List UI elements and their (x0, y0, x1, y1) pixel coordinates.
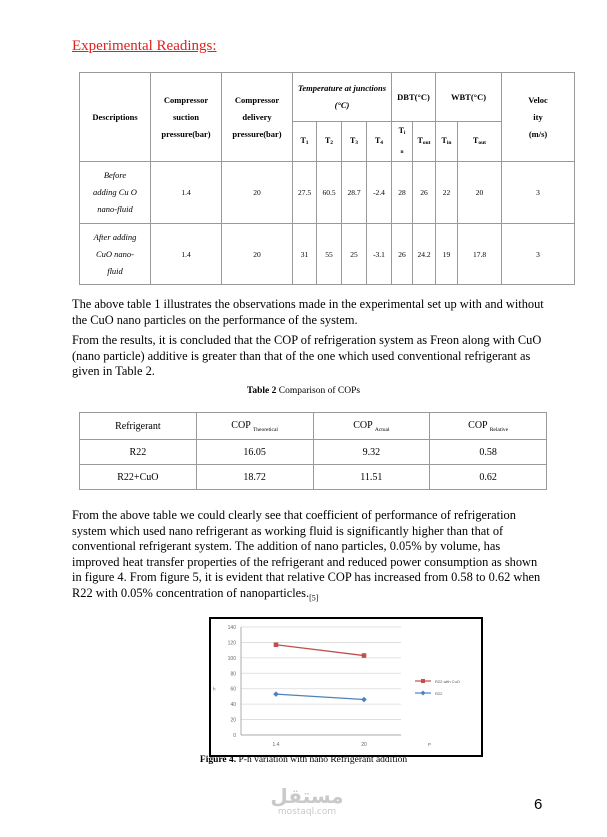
table-cell: 20 (458, 162, 502, 224)
page-number: 6 (534, 796, 543, 813)
x-axis-label: P (428, 742, 432, 747)
table-cell: 17.8 (458, 224, 502, 285)
col-dbt-tout: $T_{out}$ (413, 122, 436, 162)
table-cell: 11.51 (313, 465, 430, 490)
y-tick-label: 80 (230, 671, 236, 678)
col-cop-actual: COP $_{Actual}$ (313, 413, 430, 440)
table-cell: 20 (222, 224, 293, 285)
data-point (362, 653, 367, 658)
legend-marker (421, 679, 425, 683)
table-header-row (80, 413, 547, 440)
table-cell: 19 (436, 224, 458, 285)
legend-label: R22 (435, 690, 443, 696)
col-t2: $T_2$ (317, 122, 342, 162)
row-label-after: After adding CuO nano- fluid (80, 224, 151, 285)
table-cell: 26 (392, 224, 413, 285)
table-cell: 28 (392, 162, 413, 224)
col-wbt-tout: $T_{out}$ (458, 122, 502, 162)
col-descriptions: Descriptions (80, 73, 151, 162)
paragraph-conclusion: From the above table we could clearly see that coefficient of performance of refrigeration system which used nano refrigerant as working fluid is significantly higher than that of conventional refrigerant system. The addition of nano particles, 0.05% by volume, has improved heat transfer properties of the refrigerant and reduced power consumption as shown in figure 4. From figure 5, it is evident that relative COP has increased from 0.58 to 0.62 when R22 with 0.05% concentration of $nanoparticles._{[5]}$ (72, 508, 541, 602)
paragraph-table1-description: The above table 1 illustrates the observations made in the experimental set up with and without the CuO nano particles on the performance of the system. (72, 297, 544, 327)
y-tick-label: 40 (230, 702, 236, 709)
table-cell: 55 (317, 224, 342, 285)
table-row (80, 465, 547, 490)
table-cell: 16.05 (196, 440, 313, 465)
table-cell: 3 (502, 162, 575, 224)
x-tick-label: 1.4 (272, 742, 280, 748)
table-cell: 0.58 (430, 440, 547, 465)
col-wbt: WBT(°C) (436, 73, 502, 122)
table-cell: 9.32 (313, 440, 430, 465)
y-tick-label: 60 (230, 686, 236, 693)
figure-caption: Figure 4. P-h variation with nano Refrigerant addition (199, 755, 408, 765)
y-tick-label: 120 (227, 640, 236, 647)
mostaql-watermark-logo: مستقل mostaql.com (270, 784, 344, 817)
col-wbt-tin: $T_{in}$ (436, 122, 458, 162)
row-label-before: Before adding Cu O nano-fluid (80, 162, 151, 224)
col-dbt: DBT(°C) (392, 73, 436, 122)
table-cell: R22+CuO (80, 465, 197, 490)
y-tick-label: 20 (230, 717, 236, 724)
table-cell: 20 (222, 162, 293, 224)
col-dbt-tin: $T_i$ n (392, 122, 413, 162)
legend-marker (421, 691, 426, 696)
table-cell: -2.4 (367, 162, 392, 224)
col-suction-pressure: Compressor suction pressure(bar) (151, 73, 222, 162)
col-t1: $T_1$ (293, 122, 317, 162)
col-cop-theoretical: COP $_{Theoretical}$ (196, 413, 313, 440)
table-cell: 1.4 (151, 224, 222, 285)
y-axis-label: h (213, 686, 216, 692)
paragraph-results: From the results, it is concluded that the COP of refrigeration system as Freon along with CuO (nano particle) additive is greater than that of the one which used conventional refrigerant as given in Table 2. (72, 333, 542, 378)
table-cell: 1.4 (151, 162, 222, 224)
table-cell: 24.2 (413, 224, 436, 285)
col-t3: $T_3$ (342, 122, 367, 162)
table-cell: 3 (502, 224, 575, 285)
series-line (276, 645, 364, 656)
table-row (80, 162, 575, 224)
legend-label: R22 with CuO (435, 678, 460, 684)
col-t4: $T_4$ (367, 122, 392, 162)
table-cell: 26 (413, 162, 436, 224)
table-cell: 25 (342, 224, 367, 285)
table-row (80, 224, 575, 285)
table-cell: 0.62 (430, 465, 547, 490)
col-refrigerant: Refrigerant (80, 413, 197, 440)
table-cell: -3.1 (367, 224, 392, 285)
table-cell: 28.7 (342, 162, 367, 224)
table-cell: 22 (436, 162, 458, 224)
table-cell: 60.5 (317, 162, 342, 224)
data-point (361, 697, 367, 703)
experimental-readings-table (79, 72, 575, 285)
y-tick-label: 0 (233, 733, 236, 739)
y-tick-label: 100 (227, 655, 236, 662)
cop-comparison-table (79, 412, 547, 490)
table-cell: 27.5 (293, 162, 317, 224)
table-cell: R22 (80, 440, 197, 465)
table2-caption: Table 2 Comparison of COPs (246, 386, 361, 396)
data-point (273, 691, 279, 697)
citation-ref: [5] (309, 592, 319, 602)
table-row (80, 440, 547, 465)
x-tick-label: 20 (361, 742, 367, 748)
chart-canvas (211, 619, 481, 755)
table-cell: 18.72 (196, 465, 313, 490)
section-heading: Experimental Readings: (72, 38, 217, 54)
data-point (274, 642, 279, 647)
table-cell: 31 (293, 224, 317, 285)
col-velocity: Veloc ity (m/s) (502, 73, 575, 162)
col-temperature-junctions: Temperature at junctions (°C) (293, 73, 392, 122)
series-line (276, 694, 364, 699)
col-cop-relative: COP $_{Relative}$ (430, 413, 547, 440)
y-tick-label: 140 (227, 625, 236, 631)
ph-variation-chart (209, 617, 483, 757)
col-delivery-pressure: Compressor delivery pressure(bar) (222, 73, 293, 162)
